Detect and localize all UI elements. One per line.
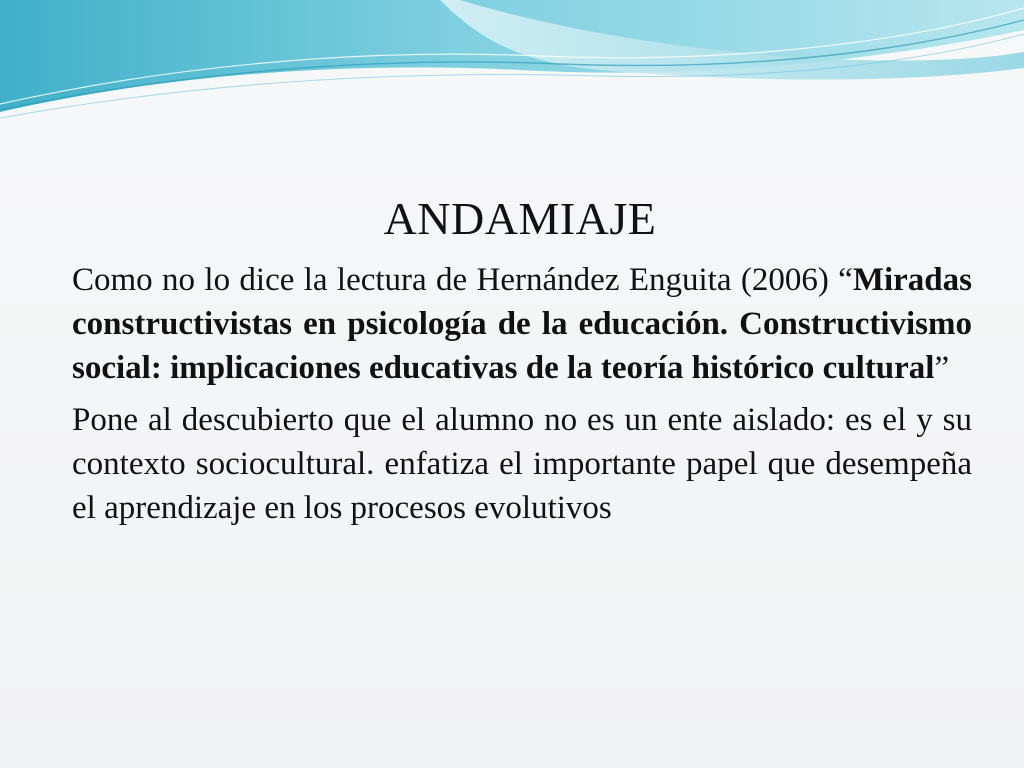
- close-quote: ”: [934, 350, 950, 386]
- paragraph-citation: [72, 258, 972, 390]
- citation-intro: Como no lo dice la lectura de Hernández Enguita (2006): [72, 262, 829, 298]
- paragraph-explanation: Pone al descubierto que el alumno no es un ente aislado: es el y su contexto sociocultural. enfatiza el importante papel que desempeña el aprendizaje en los procesos evolutivos: [72, 402, 972, 526]
- slide-title: ANDAMIAJE: [383, 193, 657, 244]
- work-title: Miradas constructivistas en psicología de la educación. Constructivismo social: implicaciones educativas de la teoría histórico cultural: [72, 262, 972, 386]
- header-wave-decoration: [0, 0, 1024, 130]
- slide-body: [72, 258, 972, 530]
- open-quote: “: [838, 262, 853, 298]
